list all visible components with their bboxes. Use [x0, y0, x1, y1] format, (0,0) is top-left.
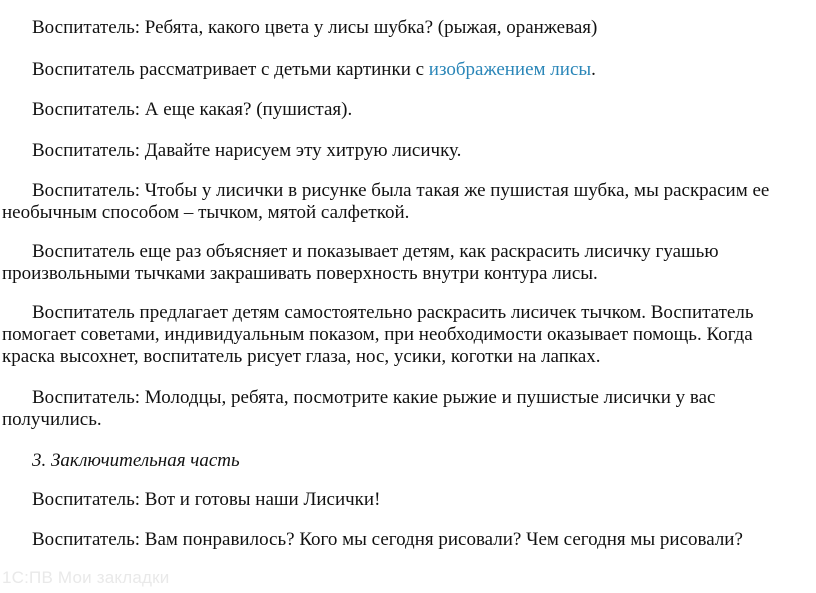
- paragraph-fluffy-question: Воспитатель: А еще какая? (пушистая).: [32, 99, 353, 120]
- paragraph-well-done: Воспитатель: Молодцы, ребята, посмотрите какие рыжие и пушистые лисички у вас получились.: [2, 387, 716, 430]
- paragraph-ready-foxes: Воспитатель: Вот и готовы наши Лисички!: [32, 489, 381, 510]
- paragraph-fox-color-question: Воспитатель: Ребята, какого цвета у лисы шубка? (рыжая, оранжевая): [32, 17, 598, 38]
- paragraph-did-you-like: Воспитатель: Вам понравилось? Кого мы сегодня рисовали? Чем сегодня мы рисовали?: [32, 529, 743, 550]
- paragraph-lets-draw: Воспитатель: Давайте нарисуем эту хитрую лисичку.: [32, 140, 462, 161]
- paragraph-text-after-link: .: [591, 59, 596, 80]
- paragraph-looking-at-pictures: [2, 59, 792, 81]
- paragraph-text-before-link: Воспитатель рассматривает с детьми картинки с: [32, 59, 429, 80]
- fox-image-link[interactable]: изображением лисы: [428, 59, 592, 80]
- section-heading-conclusion: 3. Заключительная часть: [32, 450, 240, 471]
- paragraph-independent-painting: Воспитатель предлагает детям самостоятельно раскрасить лисичек тычком. Воспитатель помогает советами, индивидуальным показом, при необходимости оказывает помощь. Когда краска высохнет, воспитатель рисует глаза, нос, усики, коготки на лапках.: [2, 302, 754, 367]
- watermark-text: 1С:ПВ Мои закладки: [2, 568, 170, 587]
- paragraph-unusual-method: Воспитатель: Чтобы у лисички в рисунке была такая же пушистая шубка, мы раскрасим ее необычным способом – тычком, мятой салфеткой.: [2, 180, 770, 223]
- paragraph-gouache-explanation: Воспитатель еще раз объясняет и показывает детям, как раскрасить лисичку гуашью произвольными тычками закрашивать поверхность внутри контура лисы.: [2, 241, 719, 284]
